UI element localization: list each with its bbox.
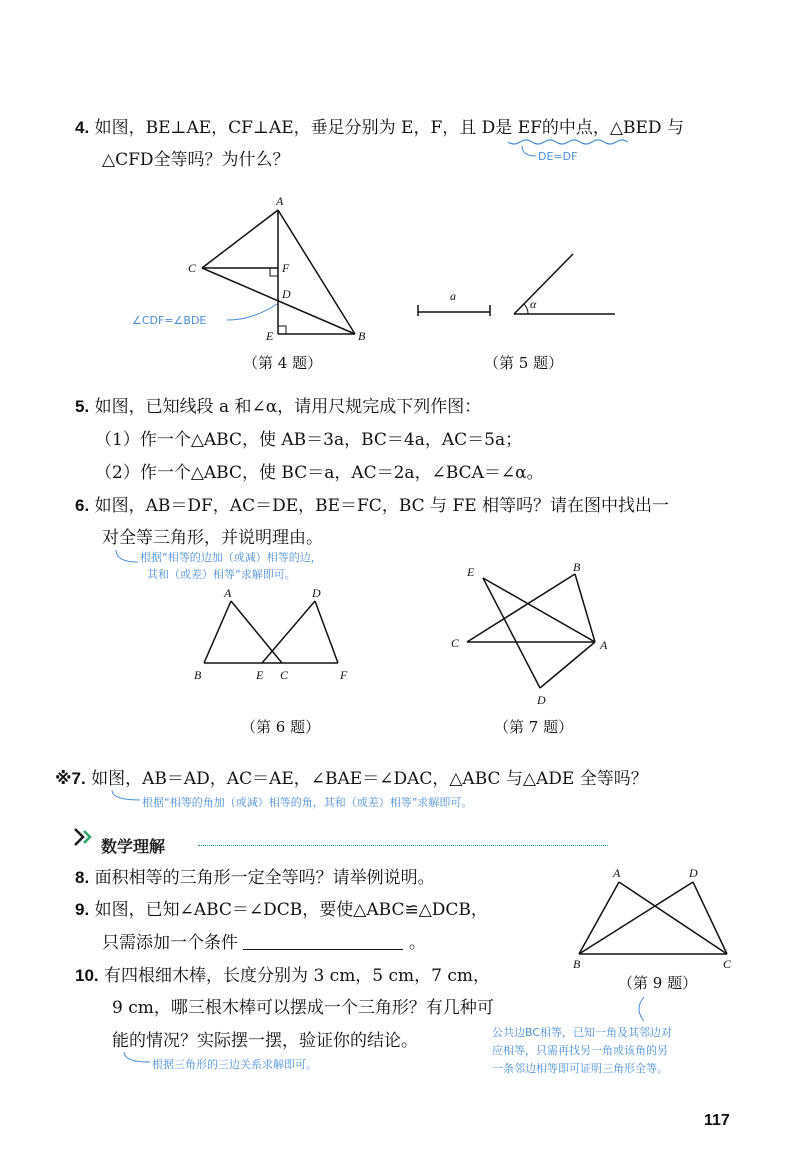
q10-text-2: 9 cm，哪三根木棒可以摆成一个三角形？有几种可 — [112, 998, 494, 1018]
fig7-label-a: A — [600, 638, 608, 652]
q5-number: 5. — [75, 397, 90, 416]
fig6-label-d: D — [312, 586, 321, 600]
q6-number: 6. — [75, 496, 90, 515]
q7-number: ※7. — [55, 769, 86, 788]
section-divider — [198, 845, 608, 846]
fig4-label-b: B — [358, 329, 366, 343]
fig6-label-b: B — [194, 668, 202, 682]
q4-number: 4. — [75, 118, 90, 137]
fig6-label-c: C — [280, 668, 289, 682]
figure-4 — [180, 190, 380, 350]
q6-note-2: 其和（或差）相等”求解即可。 — [147, 568, 296, 581]
fig9-label-a: A — [613, 866, 621, 880]
figure-5 — [410, 250, 630, 330]
figure-6 — [188, 585, 358, 685]
q5-line1 — [75, 395, 481, 419]
fig7-label-e: E — [467, 565, 475, 579]
q10-text-3: 能的情况？实际摆一摆，验证你的结论。 — [112, 1031, 418, 1051]
q4-text-1: 如图，BE⊥AE，CF⊥AE，垂足分别为 E，F，且 D是 EF的中点，△BED 与 — [94, 118, 684, 138]
q8-text-1: 面积相等的三角形一定全等吗？请举例说明。 — [94, 868, 435, 888]
fig7-label-c: C — [451, 636, 460, 650]
q10-number: 10. — [75, 966, 99, 985]
q6-line1 — [75, 494, 669, 518]
fig4-label-a: A — [276, 194, 284, 208]
fig9-label-c: C — [723, 957, 732, 971]
q7-text-1: 如图，AB＝AD，AC＝AE，∠BAE＝∠DAC，△ABC 与△ADE 全等吗？ — [91, 769, 648, 789]
q4-note-de: DE=DF — [538, 150, 578, 163]
fig5-label-alpha: α — [530, 297, 537, 311]
q10-note-arrow — [120, 1050, 154, 1070]
page-number: 117 — [704, 1112, 730, 1129]
q7-caption: （第 7 题） — [494, 718, 574, 736]
q5-text-1: 如图，已知线段 a 和∠α，请用尺规完成下列作图： — [94, 397, 482, 417]
fig4-label-e: E — [266, 329, 274, 343]
q4-text-2: △CFD全等吗？为什么？ — [102, 150, 290, 170]
section-chevron-icon — [72, 826, 100, 848]
q9-text-2-prefix: 只需添加一个条件 — [102, 933, 238, 953]
q7-note: 根据“相等的角加（或减）相等的角，其和（或差）相等”求解即可。 — [142, 796, 473, 809]
figure-9 — [565, 862, 745, 972]
q9-line1 — [75, 898, 488, 922]
section-title: 数学理解 — [101, 837, 166, 856]
q4-note-arrow — [225, 300, 285, 324]
q4-note-angle: ∠CDF=∠BDE — [132, 314, 207, 327]
fig9-label-b: B — [573, 957, 581, 971]
q5-item-1: （1）作一个△ABC，使 AB＝3a，BC＝4a，AC＝5a； — [95, 430, 523, 450]
fig7-label-b: B — [573, 560, 581, 574]
fig6-label-f: F — [340, 668, 348, 682]
q9-number: 9. — [75, 900, 90, 919]
q6-text-2: 对全等三角形，并说明理由。 — [102, 528, 323, 548]
q9-note-3: 一条邻边相等即可证明三角形全等。 — [492, 1062, 668, 1075]
fig9-label-d: D — [689, 866, 698, 880]
q9-note-1: 公共边BC相等，已知一角及其邻边对 — [492, 1026, 673, 1039]
q9-line2 — [102, 931, 426, 955]
q6-note-1: 根据“相等的边加（或减）相等的边， — [140, 551, 322, 564]
q9-answer-blank[interactable] — [243, 933, 403, 950]
fig4-label-d: D — [282, 287, 291, 301]
q5-caption: （第 5 题） — [484, 354, 564, 372]
q9-note-arrow — [630, 995, 656, 1023]
q5-item-2: （2）作一个△ABC，使 BC＝a，AC＝2a，∠BCA＝∠α。 — [95, 463, 544, 483]
q6-caption: （第 6 题） — [241, 718, 321, 736]
fig6-label-e: E — [256, 668, 264, 682]
q8-line1 — [75, 866, 435, 890]
q9-caption: （第 9 题） — [618, 974, 698, 992]
q6-note-arrow — [112, 548, 142, 570]
q10-line1 — [75, 964, 490, 988]
q7-note-arrow — [108, 788, 144, 808]
q9-text-2-suffix: 。 — [408, 933, 426, 953]
fig4-label-c: C — [188, 261, 197, 275]
q9-text-1: 如图，已知∠ABC＝∠DCB，要使△ABC≌△DCB， — [94, 900, 488, 920]
q8-number: 8. — [75, 868, 90, 887]
figure-7 — [445, 560, 625, 710]
q6-text-1: 如图，AB＝DF，AC＝DE，BE＝FC，BC 与 FE 相等吗？请在图中找出一 — [94, 496, 670, 516]
fig7-label-d: D — [537, 693, 546, 707]
fig5-label-a: a — [450, 289, 456, 303]
q9-note-2: 应相等，只需再找另一角或该角的另 — [492, 1044, 668, 1057]
fig6-label-a: A — [224, 586, 232, 600]
q4-line1 — [75, 116, 684, 140]
fig4-label-f: F — [282, 261, 290, 275]
q10-text-1: 有四根细木棒，长度分别为 3 cm，5 cm，7 cm， — [104, 966, 491, 986]
q10-note: 根据三角形的三边关系求解即可。 — [152, 1058, 317, 1071]
q4-caption: （第 4 题） — [243, 354, 323, 372]
